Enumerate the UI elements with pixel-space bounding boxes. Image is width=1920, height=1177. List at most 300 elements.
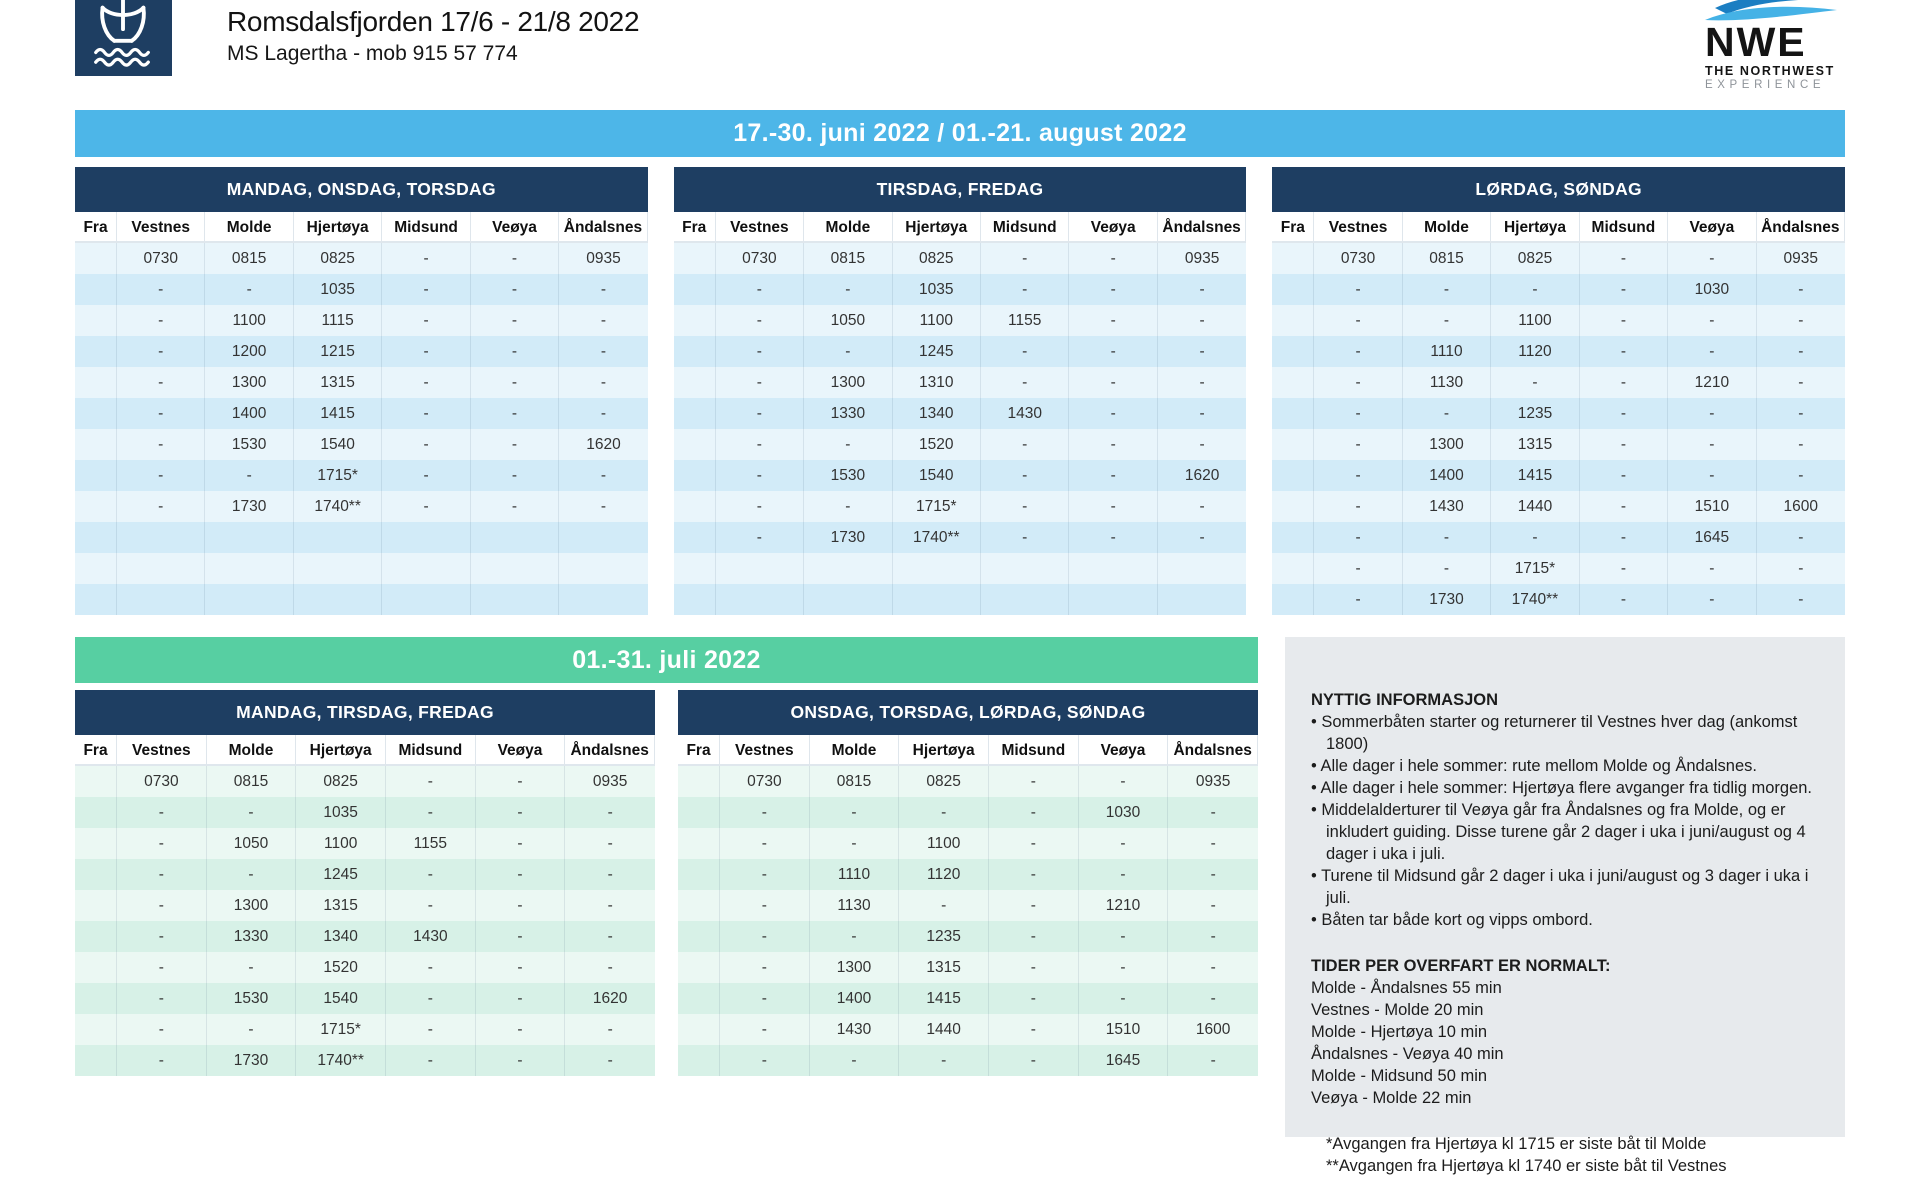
timetable-cell: 1315	[294, 367, 382, 398]
header	[75, 0, 1845, 95]
column-header: Hjertøya	[893, 212, 981, 243]
timetable-cell: -	[899, 797, 989, 828]
table-row	[75, 584, 648, 615]
timetable-cell: 1540	[294, 429, 382, 460]
table-row	[1272, 305, 1845, 336]
timetable-cell: -	[1668, 398, 1756, 429]
timetable-cell: -	[1199, 528, 1205, 546]
column-header: Fra	[674, 212, 716, 243]
timetable-cell	[294, 553, 382, 584]
timetable-cell: 1415	[899, 983, 989, 1014]
timetable-cell: -	[1199, 497, 1205, 515]
timetable-cell: -	[117, 983, 207, 1014]
timetable-cell: -	[476, 766, 566, 797]
timetable-cell: -	[1199, 342, 1205, 360]
timetable-cell	[1272, 584, 1314, 615]
timetable-cell: 1300	[1403, 429, 1491, 460]
timetable-cell: 1620	[1184, 466, 1220, 484]
timetable-cell: -	[476, 1014, 566, 1045]
timetable-cell	[75, 859, 117, 890]
timetable-cell: -	[386, 952, 476, 983]
timetable-cell: 1600	[1783, 497, 1819, 515]
table-row	[75, 828, 655, 859]
column-header: Midsund	[382, 212, 470, 243]
timetable-cell	[674, 398, 716, 429]
timetable-cell: -	[1069, 243, 1157, 274]
timetable-cell	[716, 584, 804, 615]
table-row	[678, 921, 1258, 952]
timetable-cell: 1715*	[893, 491, 981, 522]
timetable-cell	[1272, 243, 1314, 274]
timetable-cell: 1620	[592, 989, 628, 1007]
timetable-cell: -	[1403, 522, 1491, 553]
table-row	[75, 766, 655, 797]
column-header: Veøya	[1079, 735, 1169, 766]
crossing-times-list	[1311, 977, 1819, 1109]
timetable-cell: -	[1668, 429, 1756, 460]
timetable-cell: -	[1069, 367, 1157, 398]
crossing-time: Molde - Midsund 50 min	[1311, 1067, 1488, 1085]
table-row	[674, 336, 1247, 367]
timetable-cell: -	[1069, 522, 1157, 553]
timetable-cell: -	[989, 983, 1079, 1014]
nwe-acronym: NWE	[1705, 19, 1807, 65]
timetable-cell	[674, 305, 716, 336]
timetable-cell: -	[600, 404, 607, 422]
timetable-cell: 1200	[205, 336, 293, 367]
timetable-cell: -	[205, 274, 293, 305]
timetable-cell: -	[205, 460, 293, 491]
timetable-cell: 1330	[207, 921, 297, 952]
timetable-cell	[804, 553, 892, 584]
table-row	[1272, 584, 1845, 615]
timetable-cell: 1730	[1403, 584, 1491, 615]
table-row	[1272, 398, 1845, 429]
table-row	[1272, 491, 1845, 522]
timetable-cell: 1110	[1403, 336, 1491, 367]
table-day-title: MANDAG, ONSDAG, TORSDAG	[75, 167, 648, 212]
table-row	[678, 766, 1258, 797]
timetable-cell: 0935	[1184, 249, 1220, 267]
timetable-cell: 1315	[899, 952, 989, 983]
timetable-cell	[382, 584, 470, 615]
timetable-cell: -	[1668, 336, 1756, 367]
timetable-cell: 1540	[893, 460, 981, 491]
timetable-cell: -	[1069, 429, 1157, 460]
table-day-title: TIRSDAG, FREDAG	[674, 167, 1247, 212]
timetable-cell: -	[1798, 342, 1804, 360]
timetable-cell	[117, 522, 205, 553]
timetable-cell	[981, 553, 1069, 584]
page-subtitle: MS Lagertha - mob 915 57 774	[227, 42, 518, 65]
timetable-cell: 1235	[1491, 398, 1579, 429]
timetable-cell: 0825	[296, 766, 386, 797]
crossing-times-heading: TIDER PER OVERFART ER NORMALT:	[1311, 957, 1611, 975]
timetable-cell: -	[471, 274, 559, 305]
timetable-cell: 1530	[804, 460, 892, 491]
timetable-cell: 1645	[1668, 522, 1756, 553]
table-row	[1272, 367, 1845, 398]
timetable-cell: -	[382, 367, 470, 398]
column-header: Hjertøya	[294, 212, 382, 243]
timetable-cell: -	[471, 429, 559, 460]
timetable-cell: 1130	[810, 890, 900, 921]
timetable-cell: -	[117, 429, 205, 460]
timetable-cell: -	[989, 828, 1079, 859]
timetable-cell: -	[1199, 311, 1205, 329]
table-row	[75, 491, 648, 522]
column-header: Veøya	[476, 735, 566, 766]
table-row	[75, 398, 648, 429]
timetable-cell: -	[471, 305, 559, 336]
timetable-cell	[559, 553, 647, 584]
timetable-cell: -	[382, 336, 470, 367]
timetable-cell: -	[1580, 460, 1668, 491]
table-row	[75, 553, 648, 584]
timetable-cell: -	[471, 398, 559, 429]
timetable-cell: 1600	[1195, 1020, 1231, 1038]
timetable-cell: 1315	[296, 890, 386, 921]
timetable-cell: -	[720, 890, 810, 921]
timetable-cell: -	[117, 274, 205, 305]
timetable-cell: -	[810, 828, 900, 859]
timetable-cell: -	[981, 336, 1069, 367]
timetable-cell: 1050	[804, 305, 892, 336]
timetable-cell: -	[117, 859, 207, 890]
timetable-cell: 0730	[117, 766, 207, 797]
timetable-grid	[75, 212, 648, 615]
timetable-cell: 1620	[586, 435, 621, 453]
timetable-cell: -	[600, 497, 607, 515]
table-row	[678, 828, 1258, 859]
timetable-cell: -	[1079, 952, 1169, 983]
timetable-cell	[382, 522, 470, 553]
timetable-cell: -	[607, 1051, 613, 1069]
timetable-cell: 0815	[804, 243, 892, 274]
table-row	[678, 983, 1258, 1014]
timetable-cell: -	[981, 522, 1069, 553]
timetable-cell: -	[1069, 460, 1157, 491]
timetable-cell	[75, 274, 117, 305]
timetable-cell: 0815	[207, 766, 297, 797]
timetable-cell	[674, 522, 716, 553]
column-header: Fra	[678, 735, 720, 766]
timetable-cell	[117, 584, 205, 615]
table-row	[75, 243, 648, 274]
table-row	[1272, 553, 1845, 584]
timetable-cell: -	[600, 466, 607, 484]
timetable-cell: -	[1210, 989, 1216, 1007]
timetable-cell: -	[1798, 404, 1804, 422]
timetable-cell: -	[1580, 367, 1668, 398]
timetable-cell	[117, 553, 205, 584]
timetable-cell: -	[1798, 373, 1804, 391]
timetable-cell: -	[386, 1014, 476, 1045]
timetable-cell: -	[607, 834, 613, 852]
column-header: Vestnes	[117, 212, 205, 243]
timetable-cell: -	[1314, 398, 1402, 429]
timetable-cell: -	[1580, 522, 1668, 553]
timetable-cell: -	[720, 983, 810, 1014]
timetable-cell: -	[117, 336, 205, 367]
season-banner-june-august: 17.-30. juni 2022 / 01.-21. august 2022	[75, 110, 1845, 157]
timetable-mandag-tirsdag-fredag	[75, 690, 655, 1076]
timetable-cell	[471, 553, 559, 584]
timetable-cell: -	[382, 305, 470, 336]
table-row	[1272, 274, 1845, 305]
timetable-cell: -	[1798, 559, 1804, 577]
timetable-cell: 1300	[205, 367, 293, 398]
timetable-cell: 1430	[1403, 491, 1491, 522]
timetable-cell: -	[1798, 311, 1804, 329]
timetable-cell: -	[1403, 305, 1491, 336]
timetable-cell	[75, 491, 117, 522]
table-row	[1272, 243, 1845, 274]
timetable-cell: -	[607, 1020, 613, 1038]
timetable-cell: -	[1798, 590, 1804, 608]
column-header: Midsund	[1580, 212, 1668, 243]
timetable-cell: 1155	[386, 828, 476, 859]
table-row	[75, 367, 648, 398]
timetable-cell	[1272, 491, 1314, 522]
timetable-cell	[1272, 305, 1314, 336]
timetable-cell: -	[1403, 398, 1491, 429]
timetable-cell	[205, 522, 293, 553]
timetable-onsdag-torsdag-lordag-sondag	[678, 690, 1258, 1076]
timetable-cell: -	[1314, 305, 1402, 336]
timetable-cell: 1530	[207, 983, 297, 1014]
timetable-cell: 1100	[893, 305, 981, 336]
column-header-row	[674, 212, 1247, 243]
column-header: Hjertøya	[1491, 212, 1579, 243]
timetable-cell: 1120	[1491, 336, 1579, 367]
timetable-cell	[294, 522, 382, 553]
column-header: Molde	[205, 212, 293, 243]
crossing-time: Åndalsnes - Veøya 40 min	[1311, 1045, 1504, 1063]
timetable-cell: -	[899, 1045, 989, 1076]
timetable-cell	[1272, 429, 1314, 460]
table-row	[674, 553, 1247, 584]
timetable-cell: -	[1580, 336, 1668, 367]
timetable-cell: 0935	[1783, 249, 1819, 267]
timetable-cell: 1645	[1079, 1045, 1169, 1076]
timetable-cell: -	[810, 1045, 900, 1076]
timetable-cell: 1130	[1403, 367, 1491, 398]
timetable-cell: 1215	[294, 336, 382, 367]
timetable-cell: -	[981, 491, 1069, 522]
timetable-cell: -	[810, 797, 900, 828]
column-header: Åndalsnes	[1757, 212, 1845, 243]
nwe-tagline-1: THE NORTHWEST	[1705, 64, 1835, 78]
timetable-cell: -	[989, 766, 1079, 797]
column-header: Åndalsnes	[565, 735, 655, 766]
timetable-cell: 1340	[893, 398, 981, 429]
timetable-cell: -	[1210, 958, 1216, 976]
timetable-cell	[893, 584, 981, 615]
timetable-cell	[674, 243, 716, 274]
timetable-cell: -	[1580, 584, 1668, 615]
timetable-cell: -	[386, 1045, 476, 1076]
timetable-cell	[678, 797, 720, 828]
timetable-cell: -	[600, 311, 607, 329]
spacer	[1311, 1109, 1819, 1133]
timetable-cell	[75, 429, 117, 460]
timetable-cell: -	[1491, 274, 1579, 305]
timetable-cell: 0815	[810, 766, 900, 797]
timetable-cell: -	[117, 460, 205, 491]
timetable-cell: -	[207, 952, 297, 983]
timetable-cell	[674, 336, 716, 367]
column-header: Molde	[810, 735, 900, 766]
timetable-cell: -	[1199, 435, 1205, 453]
timetable-cell: -	[716, 274, 804, 305]
info-bullet: • Middelalderturer til Veøya går fra Åndalsnes og fra Molde, og er inkludert guiding. Disse turene går 2 dager i uka i juni/august og 4 dager i uka i juli.	[1311, 799, 1819, 865]
timetable-cell: 1415	[1491, 460, 1579, 491]
column-header: Åndalsnes	[1168, 735, 1258, 766]
timetable-cell: 1400	[1403, 460, 1491, 491]
timetable-cell: -	[382, 243, 470, 274]
timetable-cell: -	[1314, 274, 1402, 305]
table-row	[75, 890, 655, 921]
timetable-cell: -	[1210, 834, 1216, 852]
timetable-cell: -	[1668, 243, 1756, 274]
timetable-cell: -	[207, 797, 297, 828]
column-header: Fra	[75, 212, 117, 243]
table-row	[674, 522, 1247, 553]
timetable-cell: -	[1491, 522, 1579, 553]
timetable-cell	[678, 828, 720, 859]
timetable-cell: -	[1580, 429, 1668, 460]
footnote: **Avgangen fra Hjertøya kl 1740 er siste båt til Vestnes	[1326, 1157, 1727, 1175]
timetable-cell: -	[382, 491, 470, 522]
timetable-cell: 1100	[899, 828, 989, 859]
timetable-cell	[893, 553, 981, 584]
table-row	[75, 274, 648, 305]
column-header: Hjertøya	[296, 735, 386, 766]
footnote-list	[1311, 1133, 1819, 1177]
timetable-cell	[1272, 522, 1314, 553]
nwe-tagline-2: EXPERIENCE	[1705, 79, 1826, 91]
timetable-cell: 1440	[899, 1014, 989, 1045]
timetable-cell: -	[1798, 280, 1804, 298]
timetable-cell: 1030	[1668, 274, 1756, 305]
timetable-cell: 1300	[810, 952, 900, 983]
timetable-cell	[75, 952, 117, 983]
timetable-cell: -	[117, 952, 207, 983]
timetable-cell	[678, 921, 720, 952]
timetable-cell: -	[810, 921, 900, 952]
timetable-cell: -	[386, 766, 476, 797]
timetable-cell: 1050	[207, 828, 297, 859]
timetable-cell: -	[989, 859, 1079, 890]
column-header: Molde	[804, 212, 892, 243]
column-header: Vestnes	[716, 212, 804, 243]
table-row	[674, 274, 1247, 305]
timetable-cell: 1510	[1079, 1014, 1169, 1045]
timetable-cell: -	[720, 952, 810, 983]
timetable-cell: 1415	[294, 398, 382, 429]
timetable-cell: 1740**	[893, 522, 981, 553]
timetable-cell: -	[476, 1045, 566, 1076]
timetable-cell: -	[1079, 766, 1169, 797]
info-bullet: • Alle dager i hele sommer: rute mellom Molde og Åndalsnes.	[1311, 755, 1819, 777]
info-bullet-list	[1311, 711, 1819, 931]
column-header: Åndalsnes	[1158, 212, 1246, 243]
timetable-cell: -	[476, 797, 566, 828]
timetable-cell	[674, 274, 716, 305]
timetable-cell: -	[1210, 865, 1216, 883]
page-title: Romsdalsfjorden 17/6 - 21/8 2022	[227, 6, 640, 37]
timetable-cell: -	[117, 1045, 207, 1076]
timetable-cell: -	[1210, 1051, 1216, 1069]
timetable-cell: 0815	[1403, 243, 1491, 274]
timetable-cell: 1035	[296, 797, 386, 828]
timetable-cell: 0935	[586, 249, 621, 267]
table-row	[674, 398, 1247, 429]
crossing-time: Vestnes - Molde 20 min	[1311, 1001, 1484, 1019]
timetable-cell: -	[1668, 460, 1756, 491]
column-header: Veøya	[471, 212, 559, 243]
timetable-cell: 1520	[296, 952, 386, 983]
timetable-cell: -	[476, 859, 566, 890]
timetable-cell: 1315	[1491, 429, 1579, 460]
timetable-cell: -	[716, 460, 804, 491]
table-row	[75, 522, 648, 553]
timetable-cell	[75, 890, 117, 921]
timetable-cell	[674, 429, 716, 460]
timetable-grid	[674, 212, 1247, 615]
timetable-cell	[981, 584, 1069, 615]
column-header: Midsund	[981, 212, 1069, 243]
timetable-cell: 1245	[893, 336, 981, 367]
info-panel	[1285, 637, 1845, 1175]
timetable-cell	[75, 1045, 117, 1076]
timetable-cell	[1158, 553, 1246, 584]
timetable-cell: -	[607, 865, 613, 883]
timetable-cell: 1300	[207, 890, 297, 921]
timetable-cell: -	[1199, 280, 1205, 298]
timetable-cell: -	[1491, 367, 1579, 398]
timetable-cell: -	[117, 797, 207, 828]
timetable-cell: 1210	[1079, 890, 1169, 921]
timetable-cell	[75, 797, 117, 828]
timetable-cell: -	[1580, 274, 1668, 305]
timetable-cell	[382, 553, 470, 584]
timetable-cell: -	[716, 336, 804, 367]
table-row	[75, 952, 655, 983]
timetable-cell: -	[716, 522, 804, 553]
timetable-cell: -	[207, 859, 297, 890]
table-row	[75, 983, 655, 1014]
timetable-cell: -	[476, 828, 566, 859]
timetable-cell: -	[382, 429, 470, 460]
timetable-cell: -	[382, 274, 470, 305]
timetable-cell: 0935	[1195, 772, 1231, 790]
timetable-cell	[678, 766, 720, 797]
timetable-cell: -	[476, 921, 566, 952]
table-row	[678, 1045, 1258, 1076]
timetable-cell: 0730	[716, 243, 804, 274]
timetable-cell: -	[1580, 553, 1668, 584]
timetable-cell: -	[471, 491, 559, 522]
column-header: Molde	[207, 735, 297, 766]
table-row	[1272, 336, 1845, 367]
timetable-cell: -	[117, 491, 205, 522]
timetable-cell	[75, 398, 117, 429]
info-bullet: • Alle dager i hele sommer: Hjertøya flere avganger fra tidlig morgen.	[1311, 777, 1819, 799]
timetable-cell: 1100	[1491, 305, 1579, 336]
timetable-cell: 1440	[1491, 491, 1579, 522]
